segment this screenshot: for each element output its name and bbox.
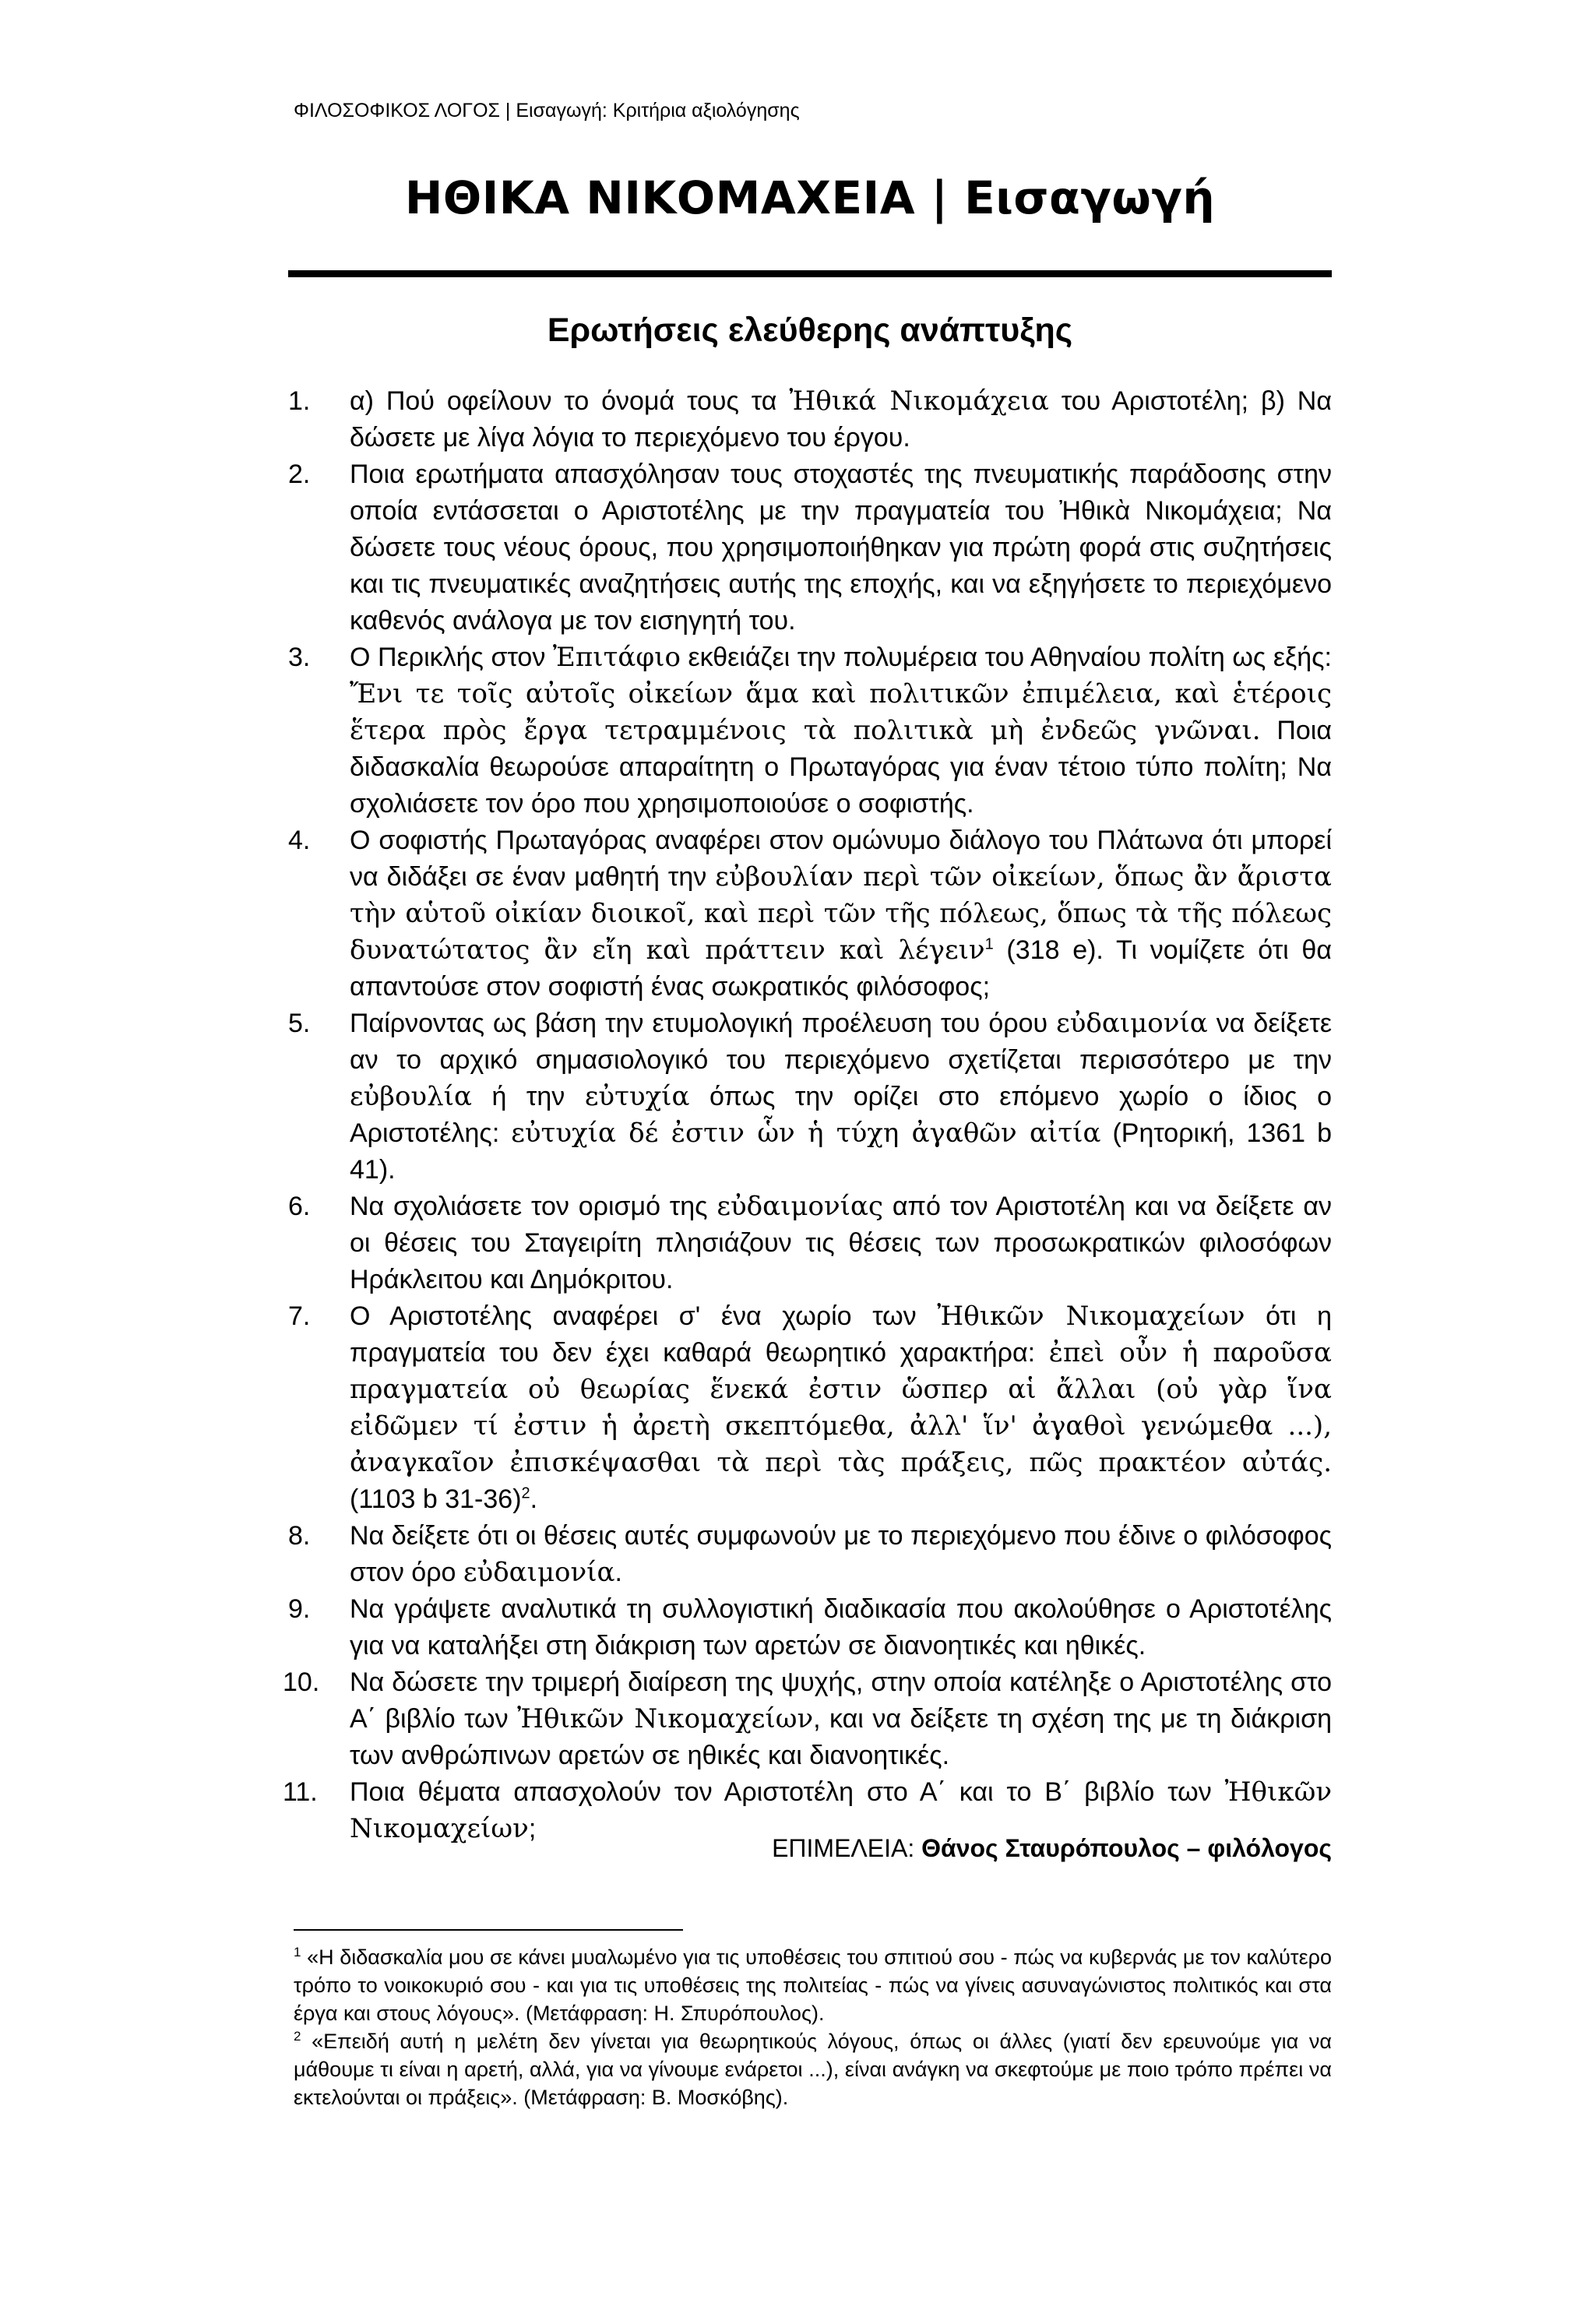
question-text: ότι η πραγματεία του δεν έχει καθαρά θεωρητικό χαρακτήρα: [350,1301,1332,1368]
question-text: Ο σοφιστής Πρωταγόρας αναφέρει στον ομώνυμο διάλογο του Πλάτωνα ότι μπορεί να διδάξει σε έναν μαθητή την [350,826,1332,892]
greek-quote: εὐβουλίαν περὶ τῶν οἰκείων, ὅπως ἂν ἄριστα τὴν αὑτοῦ οἰκίαν διοικοῖ, καὶ περὶ τῶν τῆς πόλεως, ὅπως τὰ τῆς πόλεως δυνατώτατος ἂν εἴη καὶ πράττειν καὶ λέγειν [350,861,1332,966]
greek-term: Ἠθικῶν Νικομαχείων [937,1301,1245,1332]
question-text: (318 e). Τι νομίζετε ότι θα απαντούσε στον σοφιστή ένας σωκρατικός φιλόσοφος; [350,935,1333,1002]
section-heading: Ερωτήσεις ελεύθερης ανάπτυξης [547,312,1073,349]
question-text: Ποια ερωτήματα απασχόλησαν τους στοχαστές της πνευματικής παράδοσης στην οποία εντάσσεται ο Αριστοτέλης με την πραγματεία του Ἠθικὰ Νικομάχεια; Να δώσετε τους νέους όρους, που χρησιμοποιήθηκαν για πρώτη φορά στις συζητήσεις και τις πνευματικές αναζητήσεις αυτής της εποχής, και να εξηγήσετε το περιεχόμενο καθενός ανάλογα με τον εισηγητή του. [350,460,1332,636]
greek-quote: Ἔνι τε τοῖς αὐτοῖς οἰκείων ἅμα καὶ πολιτικῶν ἐπιμέλεια, καὶ ἑτέροις ἕτερα πρὸς ἔργα τετραμμένοις τὰ πολιτικὰ μὴ ἐνδεῶς γνῶναι. [350,678,1332,746]
question-number: 5. [288,1009,311,1038]
footnote-marker: 2 [294,2029,301,2044]
footnote-divider [294,1929,683,1931]
question-item [288,1188,1332,1298]
question-text: . [530,1484,538,1514]
question-text: ή την [471,1082,585,1111]
question-text: όπως την ορίζει στο επόμενο χωρίο ο ίδιος ο Αριστοτέλης: [350,1082,1332,1148]
question-number: 6. [288,1192,311,1221]
greek-term: εὐδαιμονία [1056,1008,1208,1039]
footnote-text: «Η διδασκαλία μου σε κάνει μυαλωμένο για τις υποθέσεις του σπιτιού σου - πώς να κυβερνάς με τον καλύτερο τρόπο το νοικοκυριό σου - και για τις υποθέσεις της πολιτείας - πώς να γίνεις ασυναγώνιστος πολιτικός και στα έργα και στους λόγους». (Μετάφραση: Η. Σπυρόπουλος). [294,1945,1332,2025]
question-text: Να δώσετε την τριμερή διαίρεση της ψυχής, στην οποία κατέληξε ο Αριστοτέλης στο Α΄ βιβλίο των [350,1667,1332,1734]
question-text: Να σχολιάσετε τον ορισμό της [350,1192,717,1221]
greek-term: εὐτυχία [584,1081,690,1112]
question-text: , και να δείξετε τη σχέση της με τη διάκριση των ανθρώπινων αρετών σε ηθικές και διανοητικές. [350,1704,1332,1770]
question-item [283,1664,1332,1774]
question-number: 10. [283,1667,320,1697]
question-item [288,1591,1332,1664]
question-item [288,383,1332,456]
question-text: του Αριστοτέλη; β) Να δώσετε με λίγα λόγια το περιεχόμενο του έργου. [350,386,1333,452]
question-text: Ποια θέματα απασχολούν τον Αριστοτέλη στο Α΄ και το Β΄ βιβλίο των [350,1777,1225,1807]
running-header: ΦΙΛΟΣΟΦΙΚΟΣ ΛΟΓΟΣ | Εισαγωγή: Κριτήρια αξιολόγησης [294,100,800,121]
question-list [283,383,1333,1847]
question-text: Παίρνοντας ως βάση την ετυμολογική προέλευση του όρου [350,1009,1057,1038]
greek-term: εὐδαιμονία [463,1557,615,1588]
question-text: α) Πού οφείλουν το όνομά τους τα [350,386,790,416]
question-item [288,639,1332,822]
greek-quote: εὐτυχία δέ ἐστιν ὧν ἡ τύχη ἀγαθῶν αἰτία [511,1118,1101,1149]
question-item [288,1298,1332,1518]
question-item [288,1005,1332,1188]
question-item [288,1518,1332,1591]
footnote-marker: 1 [294,1945,301,1960]
question-number: 2. [288,460,311,489]
footnote-reference: 1 [984,935,994,953]
question-number: 3. [288,643,311,672]
editor-signature [288,1834,1332,1863]
greek-quote: Ἠθικά Νικομάχεια [789,386,1049,417]
question-text: (1103 b 31-36) [350,1484,522,1514]
greek-term: εὐβουλία [350,1081,472,1112]
footnote-text: «Επειδή αυτή η μελέτη δεν γίνεται για θεωρητικούς λόγους, όπως οι άλλες (γιατί δεν ερευνούμε για να μάθουμε τι είναι η αρετή, αλλά, για να γίνουμε ενάρετοι ...), είναι ανάγκη να σκεφτούμε με ποιο τρόπο πρέπει να εκτελούνται οι πράξεις». (Μετάφραση: Β. Μοσκόβης). [294,2030,1332,2109]
greek-quote: ἐπεὶ οὖν ἡ παροῦσα πραγματεία οὐ θεωρίας ἕνεκά ἐστιν ὥσπερ αἱ ἄλλαι (οὐ γὰρ ἵνα εἰδῶμεν τί ἐστιν ἡ ἀρετὴ σκεπτόμεθα, ἀλλ' ἵν' ἀγαθοὶ γενώμεθα ...), ἀναγκαῖον ἐπισκέψασθαι τὰ περὶ τὰς πράξεις, πῶς πρακτέον αὐτάς. [350,1337,1332,1478]
question-item [288,456,1332,639]
question-text: Ο Περικλής στον [350,643,553,672]
footnotes [294,1943,1332,2111]
question-number: 1. [288,386,311,416]
greek-term: Ἠθικῶν Νικομαχείων [517,1703,814,1734]
greek-term: Ἠθικῶν Νικομαχείων [350,1776,1332,1844]
question-number: 9. [288,1594,311,1624]
question-text: να δείξετε αν το αρχικό σημασιολογικό του περιεχόμενο σχετίζεται περισσότερο με την [350,1009,1332,1075]
question-text: ; [528,1814,537,1843]
question-text: από τον Αριστοτέλη και να δείξετε αν οι θέσεις του Σταγειρίτη πλησιάζουν τις θέσεις των προσωκρατικών φιλοσόφων Ηράκλειτου και Δημόκριτου. [350,1192,1332,1294]
question-text: Να δείξετε ότι οι θέσεις αυτές συμφωνούν με το περιεχόμενο που έδινε ο φιλόσοφος στον όρο [350,1521,1332,1587]
page-title: ΗΘΙΚΑ ΝΙΚΟΜΑΧΕΙΑ | Εισαγωγή [404,171,1216,224]
question-number: 11. [283,1777,318,1807]
footnote-item [294,1943,1332,2027]
question-text: Ο Αριστοτέλης αναφέρει σ' ένα χωρίο των [350,1301,938,1331]
greek-quote: Ἐπιτάφιο [552,642,681,673]
title-divider [288,270,1332,277]
question-number: 8. [288,1521,311,1551]
question-text: (Ρητορική, 1361 b 41). [350,1118,1332,1185]
question-number: 7. [288,1301,311,1331]
question-text: Να γράψετε αναλυτικά τη συλλογιστική διαδικασία που ακολούθησε ο Αριστοτέλης για να καταλήξει στη διάκριση των αρετών σε διανοητικές και ηθικές. [350,1594,1332,1660]
question-text: . [614,1558,622,1587]
question-number: 4. [288,826,311,855]
question-text: Ποια διδασκαλία θεωρούσε απαραίτητη ο Πρωταγόρας για έναν τέτοιο τύπο πολίτη; Να σχολιάσετε τον όρο που χρησιμοποιούσε ο σοφιστής. [350,716,1332,819]
footnote-reference: 2 [521,1484,530,1502]
footnote-item [294,2027,1332,2111]
greek-term: εὐδαιμονίας [717,1191,883,1222]
signature-name: Θάνος Σταυρόπουλος – φιλόλογος [921,1834,1332,1862]
question-text: εκθειάζει την πολυμέρεια του Αθηναίου πολίτη ως εξής: [680,643,1332,672]
signature-label: ΕΠΙΜΕΛΕΙΑ: [772,1834,922,1862]
question-item [288,822,1332,1005]
